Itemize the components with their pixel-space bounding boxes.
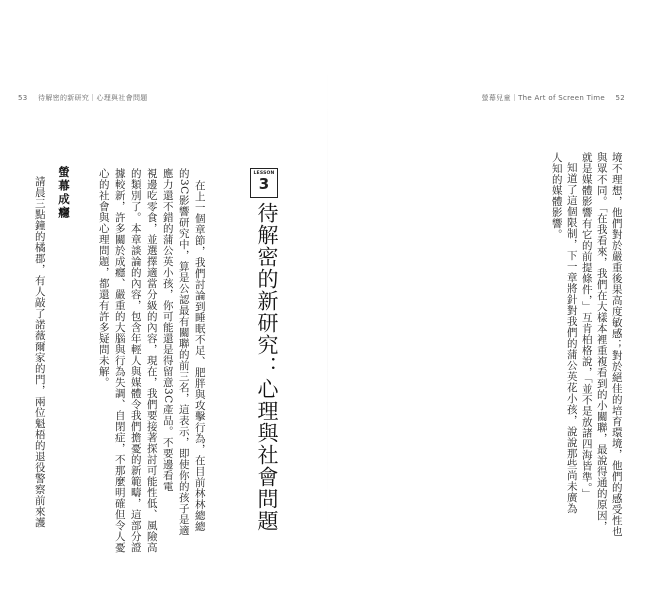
intro-column-6: 據較新，許多關於成癮、嚴重的大腦與行為失調、自閉症，不那麼明確但令人憂 <box>113 168 126 553</box>
right-running-head-text: 螢幕兒童｜The Art of Screen Time <box>481 94 605 102</box>
intro-column-2: 的3C影響研究中，算是公認最有關聯的前三名，這表示，即使你的孩子是適 <box>177 168 190 536</box>
section-subhead: 螢幕成癮 <box>57 166 71 220</box>
left-page-number: 53 <box>18 94 28 102</box>
lesson-badge <box>250 168 278 198</box>
intro-column-7: 心的社會與心理問題，都還有許多疑問未解。 <box>97 168 110 388</box>
left-running-head-text: 待解密的新研究｜心理與社會問題 <box>38 94 148 102</box>
intro-column-1: 在上一個章節，我們討論到睡眠不足、肥胖與攻擊行為，在目前林林總總 <box>193 180 206 532</box>
left-running-header <box>18 93 156 103</box>
lesson-number: 3 <box>258 175 270 193</box>
right-body-column-1: 境不理想，他們對於嚴重後果高度敏感；對於絕佳的培育環境，他們的感受性也 <box>610 152 623 537</box>
page-gutter <box>327 60 328 540</box>
right-running-header <box>482 93 633 103</box>
right-body-column-2: 與眾不同。「在我看來，我們在大樣本裡重複看到的小關聯，最說得通的原因， <box>595 152 608 532</box>
lesson-label: LESSON <box>253 171 275 176</box>
right-body-column-5: 人知的媒體影響。 <box>550 152 563 240</box>
right-body-column-3: 就是媒體影響有它的前提條件，」互肯柏格說，「並不是放諸四海皆準。」 <box>580 152 593 500</box>
chapter-title: 待解密的新研究：心理與社會問題 <box>255 202 279 532</box>
intro-column-5: 的類別了。本章談論的內容，包含年輕人與媒體令我們擔憂的新範疇，這部分證 <box>129 168 142 553</box>
left-body-column-1: 請晨三點鐘的橘郡，有人敲了諾薇爾家的門，兩位魁梧的退役警察前來護 <box>33 176 46 528</box>
intro-column-3: 應力還不錯的蒲公英小孩，你可能還是得留意3C產品。不要邊看電 <box>161 168 174 492</box>
intro-column-4: 視邊吃零食，並選擇適當分級的內容，現在，我們要接著探討可能性低、風險高 <box>145 168 158 553</box>
right-page-number: 52 <box>615 94 625 102</box>
right-body-column-4: 知道了這個限制，下一章將針對我們的蒲公英花小孩，說說那些尚未廣為 <box>565 162 578 514</box>
